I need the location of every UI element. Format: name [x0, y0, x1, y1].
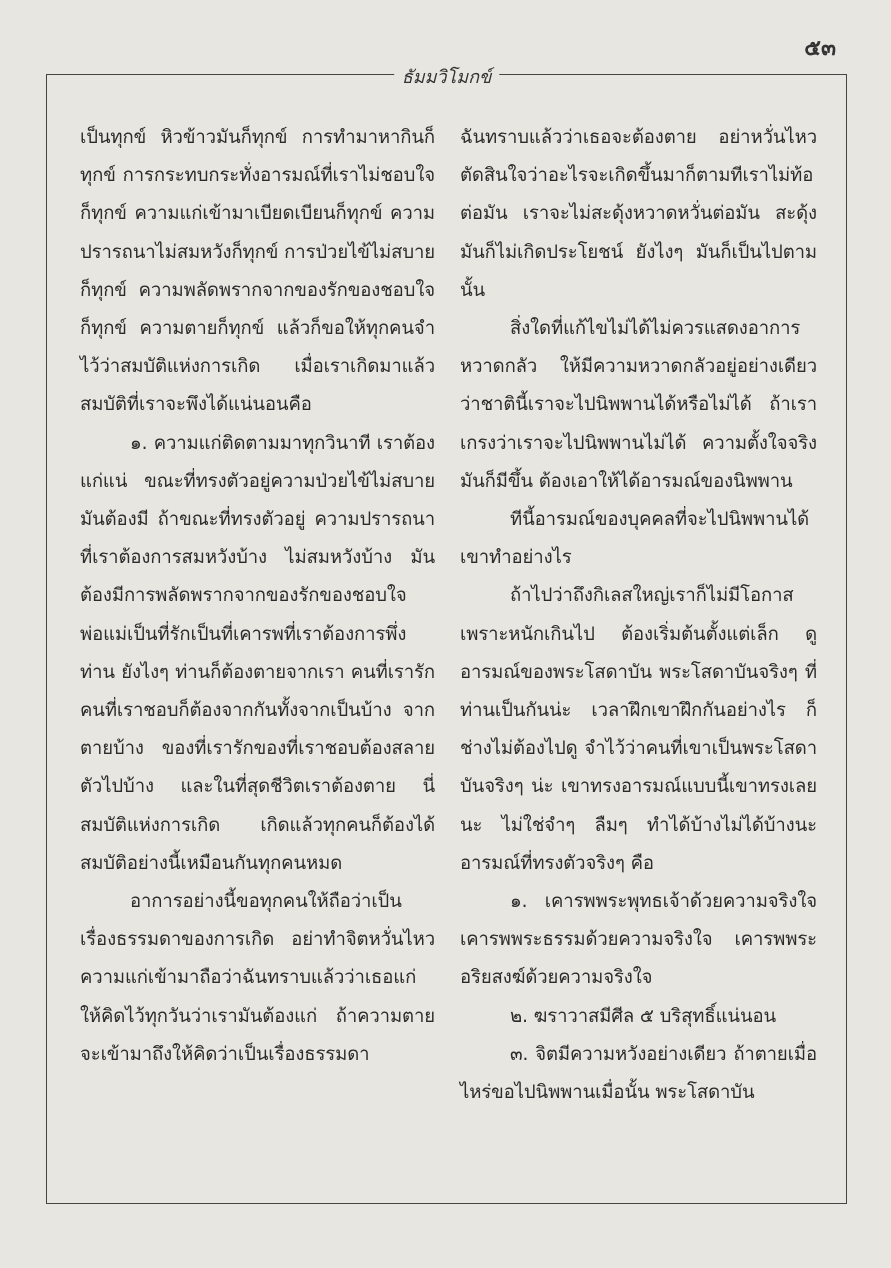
paragraph: ๒. ฆราวาสมีศีล ๕ บริสุทธิ์แน่นอน — [510, 1005, 777, 1027]
paragraph: อาการอย่างนี้ขอทุกคนให้ถือว่าเป็นเรื่องธรรมดาของการเกิด อย่าทำจิตหวั่นไหว ความแก่เข้ามาถือว่าฉันทราบแล้วว่าเธอแก่ ให้คิดไว้ทุกวันว่าเรามันต้องแก่ ถ้าความตายจะเข้ามาถึงให้คิดว่าเป็นเรื่องธรรมดา — [80, 891, 435, 1065]
paragraph: ๑. เคารพพระพุทธเจ้าด้วยความจริงใจ เคารพพระธรรมด้วยความจริงใจ เคารพพระอริยสงฆ์ด้วยความจริงใจ — [460, 891, 817, 989]
right-column — [460, 119, 817, 1112]
left-column — [80, 119, 435, 1074]
paragraph: ถ้าไปว่าถึงกิเลสใหญ่เราก็ไม่มีโอกาสเพราะหนักเกินไป ต้องเริ่มต้นตั้งแต่เล็ก ดูอารมณ์ของพระโสดาบัน พระโสดาบันจริงๆ ที่ท่านเป็นกันน่ะ เวลาฝึกเขาฝึกกันอย่างไร ก็ช่างไม่ต้องไปดู จำไว้ว่าคนที่เขาเป็นพระโสดาบันจริงๆ น่ะ เขาทรงอารมณ์แบบนี้เขาทรงเลยนะ ไม่ใช่จำๆ ลืมๆ ทำได้บ้างไม่ได้บ้างนะ อารมณ์ที่ทรงตัวจริงๆ คือ — [460, 585, 817, 874]
page-frame — [46, 67, 847, 1204]
paragraph: เป็นทุกข์ หิวข้าวมันก็ทุกข์ การทำมาหากินก็ทุกข์ การกระทบกระทั่งอารมณ์ที่เราไม่ชอบใจก็ทุกข์ ความแก่เข้ามาเบียดเบียนก็ทุกข์ ความปรารถนาไม่สมหวังก็ทุกข์ การป่วยไข้ไม่สบายก็ทุกข์ ความพลัดพรากจากของรักของชอบใจก็ทุกข์ ความตายก็ทุกข์ แล้วก็ขอให้ทุกคนจำไว้ว่าสมบัติแห่งการเกิด เมื่อเราเกิดมาแล้วสมบัติที่เราจะพึงได้แน่นอนคือ — [80, 127, 435, 416]
page-number: ๕๓ — [804, 36, 836, 61]
paragraph: ๓. จิตมีความหวังอย่างเดียว ถ้าตายเมื่อไหร่ขอไปนิพพานเมื่อนั้น พระโสดาบัน — [460, 1043, 817, 1104]
book-title: ธัมมวิโมกข์ — [394, 62, 500, 91]
paragraph: ๑. ความแก่ติดตามมาทุกวินาที เราต้องแก่แน่ ขณะที่ทรงตัวอยู่ความป่วยไข้ไม่สบายมันต้องมี ถ้าขณะที่ทรงตัวอยู่ ความปรารถนาที่เราต้องการสมหวังบ้าง ไม่สมหวังบ้าง มันต้องมีการพลัดพรากจากของรักของชอบใจ พ่อแม่เป็นที่รักเป็นที่เคารพที่เราต้องการพึ่งท่าน ยังไงๆ ท่านก็ต้องตายจากเรา คนที่เรารักคนที่เราชอบก็ต้องจากกันทั้งจากเป็นบ้าง จากตายบ้าง ของที่เรารักของที่เราชอบต้องสลายตัวไปบ้าง และในที่สุดชีวิตเราต้องตาย นี่สมบัติแห่งการเกิด เกิดแล้วทุกคนก็ต้องได้สมบัติอย่างนี้เหมือนกันทุกคนหมด — [80, 432, 435, 874]
paragraph: สิ่งใดที่แก้ไขไม่ได้ไม่ควรแสดงอาการหวาดกลัว ให้มีความหวาดกลัวอยู่อย่างเดียวว่าชาตินี้เราจะไปนิพพานได้หรือไม่ได้ ถ้าเราเกรงว่าเราจะไปนิพพานไม่ได้ ความตั้งใจจริงมันก็มีขึ้น ต้องเอาให้ได้อารมณ์ของนิพพาน — [460, 318, 817, 492]
paragraph: ฉันทราบแล้วว่าเธอจะต้องตาย อย่าหวั่นไหว ตัดสินใจว่าอะไรจะเกิดขึ้นมาก็ตามทีเราไม่ท้อต่อมัน เราจะไม่สะดุ้งหวาดหวั่นต่อมัน สะดุ้งมันก็ไม่เกิดประโยชน์ ยังไงๆ มันก็เป็นไปตามนั้น — [460, 127, 817, 301]
paragraph: ทีนี้อารมณ์ของบุคคลที่จะไปนิพพานได้เขาทำอย่างไร — [460, 509, 810, 569]
